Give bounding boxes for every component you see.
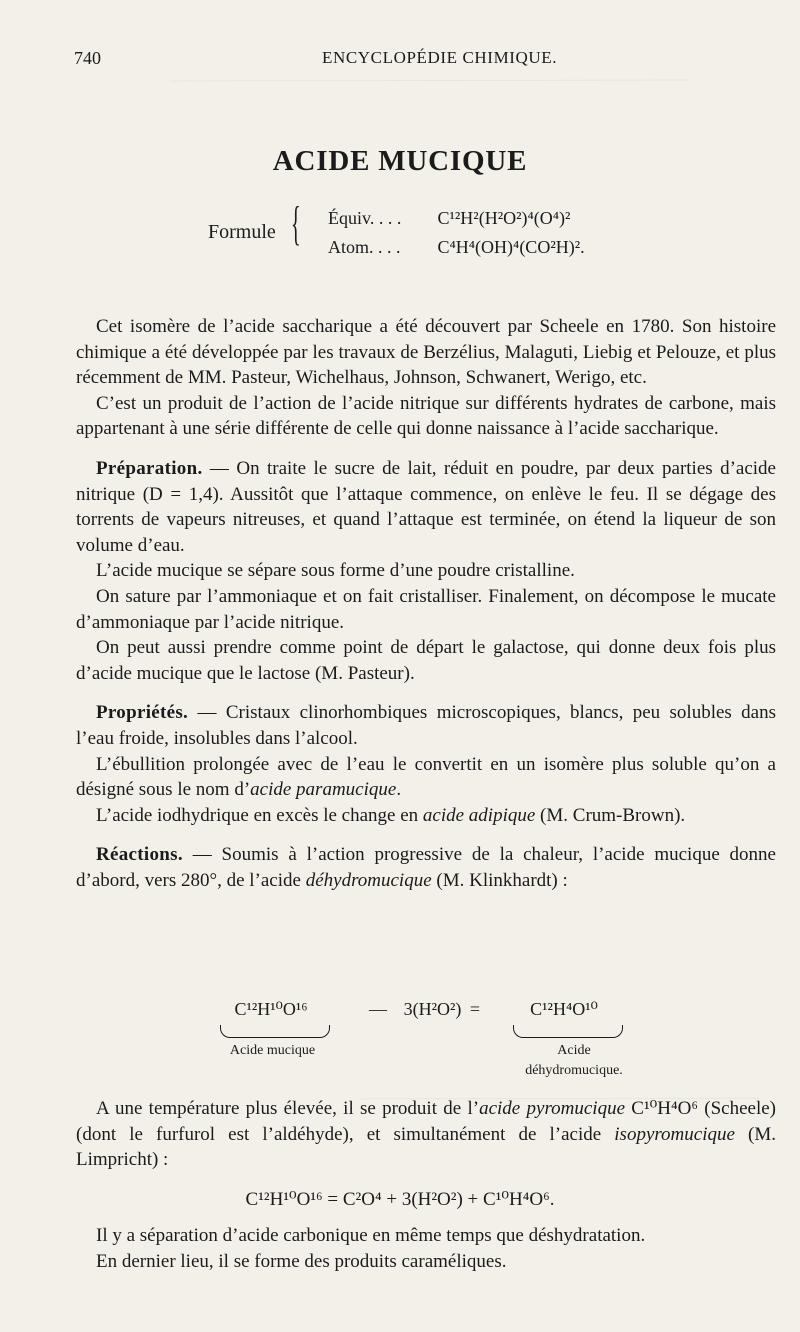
underbrace-icon <box>513 1025 623 1038</box>
formula-atom-value: C⁴H⁴(OH)⁴(CO²H)². <box>437 237 585 257</box>
formula-label: Formule <box>208 221 276 243</box>
equation-label-left: Acide mucique <box>229 1043 316 1058</box>
body-text-final <box>76 1223 776 1274</box>
paramucique-text-start: L’ébullition prolongée avec de l’eau le convertit en un isomère plus soluble qu’on a désigné sous le nom d’ <box>76 753 776 801</box>
bleed-through-decoration <box>360 1098 760 1110</box>
paragraph-origin: C’est un produit de l’action de l’acide nitrique sur différents hydrates de carbone, mais appartenant à une série différente de celle qui donne naissance à l’acide saccharique. <box>76 392 776 440</box>
page-title: ACIDE MUCIQUE <box>272 145 528 177</box>
running-head: ENCYCLOPÉDIE CHIMIQUE. <box>322 48 558 67</box>
paragraph-crystal-powder: L’acide mucique se sépare sous forme d’une poudre cristalline. <box>96 560 575 582</box>
adipique-text-start: L’acide iodhydrique en excès le change en <box>96 804 423 826</box>
equation-label-right: Acide déhydromucique. <box>525 1043 623 1078</box>
page-number: 740 <box>74 48 101 68</box>
paragraph-ammonia: On sature par l’ammoniaque et on fait cristalliser. Finalement, on décompose le mucate d’ammoniaque par l’acide nitrique. <box>76 585 776 633</box>
formula-atom-key: Atom. . . . <box>328 237 401 257</box>
adipique-emphasis: acide adipique <box>422 804 536 826</box>
reactions-text-start: — Soumis à l’action progressive de la chaleur, l’acide mucique donne d’abord, vers 280°, de l’acide <box>76 844 776 891</box>
equation-equals-sign: = <box>469 999 481 1019</box>
pyromucique-text-start: A une température plus élevée, il se produit de l’ <box>96 1098 480 1119</box>
reactions-emphasis: déhydromucique <box>305 869 432 891</box>
section-title-preparation: Préparation. <box>96 457 203 479</box>
paragraph-reactions <box>76 842 776 893</box>
reactions-text-end: (M. Klinkhardt) : <box>431 869 568 891</box>
properties-text: — Cristaux clinorhombiques microscopiques, blancs, peu solubles dans l’eau froide, insolubles dans l’alcool. <box>76 702 776 749</box>
paragraph-properties <box>76 700 776 751</box>
formula-row-equiv <box>328 208 570 229</box>
pyromucique-text-mid: C¹⁰H⁴O⁶ (Scheele) (dont le furfurol est l’aldéhyde), et simultanément de l’acide <box>76 1098 776 1145</box>
section-gap <box>76 828 776 842</box>
left-brace-icon: { <box>291 197 301 250</box>
equation-term-left: C¹²H¹⁰O¹⁶ <box>234 999 308 1019</box>
preparation-text: — On traite le sucre de lait, réduit en poudre, par deux parties d’acide nitrique (D = 1,4). Aussitôt que l’attaque commence, on enlève le feu. Il se dégage des torrents de vapeurs nitreuses, et quand l’attaque est terminée, on étend la liqueur de son volume d’eau. <box>76 457 776 556</box>
page-header <box>74 48 774 72</box>
paragraph-caramel: En dernier lieu, il se forme des produits caraméliques. <box>96 1250 507 1272</box>
formula-block <box>208 198 648 268</box>
paragraph-adipique <box>76 803 776 829</box>
formula-row-atom <box>328 237 585 258</box>
equation-minus-sign: — <box>369 999 387 1019</box>
body-text-main <box>76 314 776 893</box>
pyromucique-text-end: (M. Limpricht) : <box>76 1123 776 1171</box>
formula-equiv-key: Équiv. . . . <box>328 208 402 228</box>
paragraph-paramucique <box>76 752 776 803</box>
isopyromucique-emphasis: isopyromucique <box>614 1123 735 1145</box>
section-title-reactions: Réactions. <box>96 844 183 866</box>
equation-term-right: C¹²H⁴O¹⁰ <box>530 999 598 1019</box>
underbrace-icon <box>220 1025 330 1038</box>
bleed-through-decoration <box>170 80 690 92</box>
pyromucique-emphasis: acide pyromucique <box>479 1098 626 1119</box>
section-gap <box>76 442 776 456</box>
equation-term-middle: 3(H²O²) <box>403 999 462 1019</box>
formula-equiv-value: C¹²H²(H²O²)⁴(O⁴)² <box>437 208 571 228</box>
paramucique-text-end: . <box>396 779 402 801</box>
section-title-properties: Propriétés. <box>96 702 189 724</box>
paramucique-emphasis: acide paramucique <box>250 779 397 801</box>
equation-dehydromucique <box>0 999 800 1081</box>
paragraph-carbonic-acid: Il y a séparation d’acide carbonique en même temps que déshydratation. <box>96 1225 646 1246</box>
equation-pyromucique: C¹²H¹⁰O¹⁶ = C²O⁴ + 3(H²O²) + C¹⁰H⁴O⁶. <box>245 1189 555 1210</box>
paragraph-galactose: On peut aussi prendre comme point de départ le galactose, qui donne deux fois plus d’acide mucique que le lactose (M. Pasteur). <box>76 637 776 684</box>
adipique-text-end: (M. Crum-Brown). <box>535 804 686 826</box>
paragraph-history: Cet isomère de l’acide saccharique a été découvert par Scheele en 1780. Son histoire chimique a été développée par les travaux de Berzélius, Malaguti, Liebig et Pelouze, et plus récemment de MM. Pasteur, Wichelhaus, Johnson, Schwanert, Werigo, etc. <box>76 316 776 389</box>
paragraph-preparation <box>76 456 776 558</box>
section-gap <box>76 686 776 700</box>
